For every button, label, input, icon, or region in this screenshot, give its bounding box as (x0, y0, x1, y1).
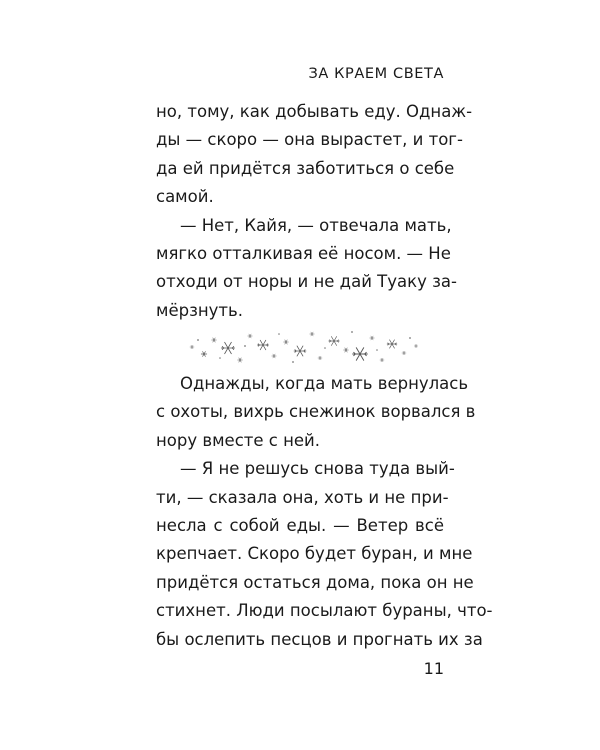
text-line: ти, — сказала она, хоть и не при- (156, 487, 449, 507)
text-line: стихнет. Люди посылают бураны, что- (156, 601, 493, 621)
text-line: — Нет, Кайя, — отвечала мать, (180, 215, 452, 235)
text-line: крепчает. Скоро будет буран, и мне (156, 544, 473, 564)
text-line: ды — скоро — она вырастет, и тог- (156, 130, 463, 150)
text-line: мёрзнуть. (156, 300, 243, 320)
text-line: но, тому, как добывать еду. Однаж- (156, 102, 473, 121)
text-line: — Я не решусь снова туда вый- (180, 459, 455, 479)
text-line: бы ослепить песцов и прогнать их за (156, 629, 483, 649)
text-line: самой. (156, 187, 214, 207)
text-line: мягко отталкивая её носом. — Не (156, 243, 451, 263)
running-header-title: ЗА КРАЕМ СВЕТА (308, 66, 444, 82)
text-line: Однажды, когда мать вернулась (180, 374, 469, 393)
snowflake-divider-icon (178, 320, 428, 370)
text-line: несла с собой еды. — Ветер всё (156, 515, 444, 535)
text-line: придётся остаться дома, пока он не (156, 572, 474, 592)
page-number: 11 (423, 659, 444, 678)
text-line: отходи от норы и не дай Туаку за- (156, 272, 457, 292)
text-line: да ей придётся заботиться о себе (156, 158, 455, 178)
text-line: нору вместе с ней. (156, 430, 320, 450)
text-line: с охоты, вихрь снежинок ворвался в (156, 402, 476, 422)
text-section-2 (156, 370, 493, 654)
text-section-1 (156, 98, 473, 325)
